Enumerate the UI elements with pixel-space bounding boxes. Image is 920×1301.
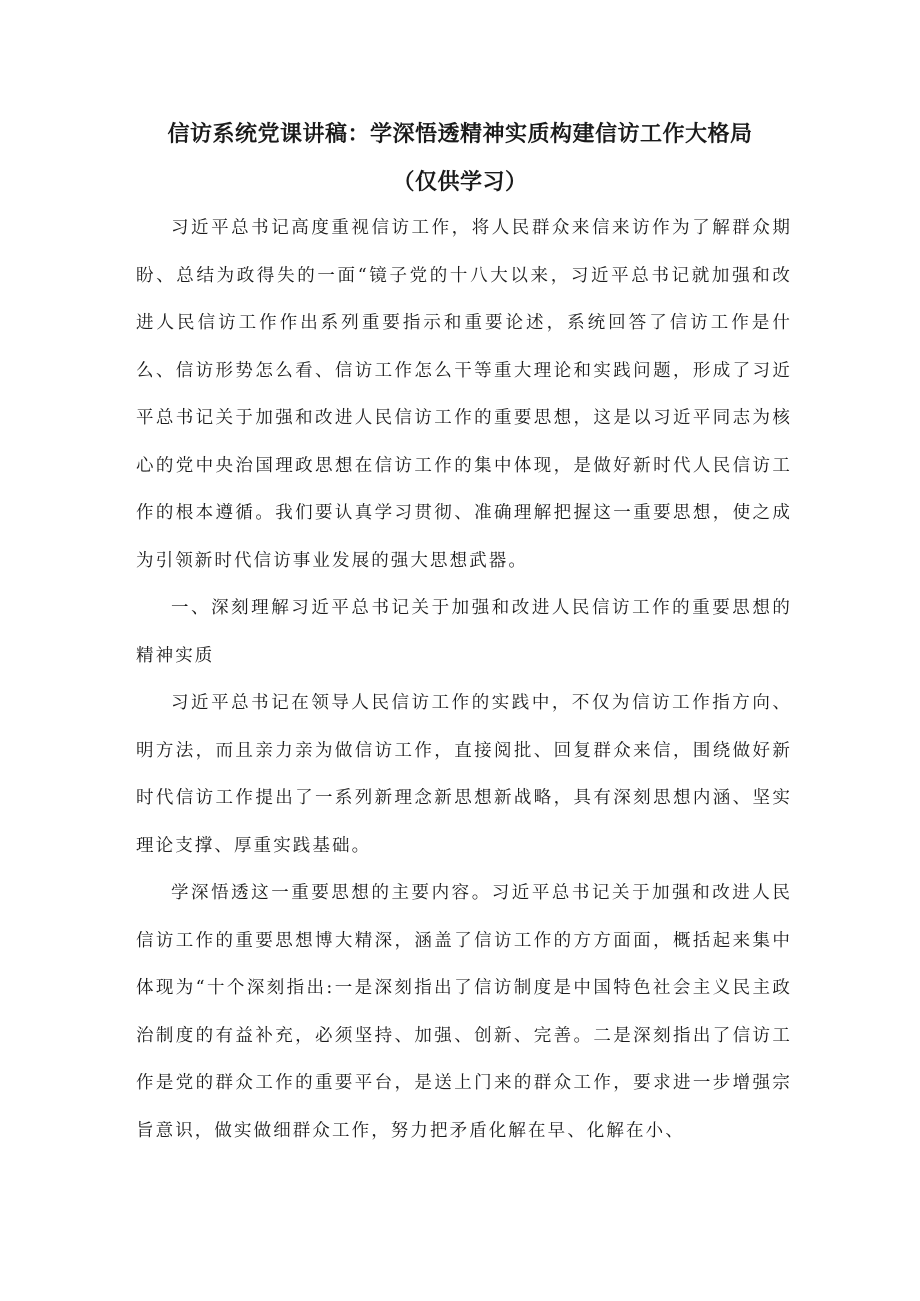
paragraph-practice: 习近平总书记在领导人民信访工作的实践中，不仅为信访工作指方向、明方法，而且亲力亲为做信访工作，直接阅批、回复群众来信，围绕做好新时代信访工作提出了一系列新理念新思想新战略，具有深刻思想内涵、坚实理论支撑、厚重实践基础。 <box>136 693 792 856</box>
paragraph-main-content: 学深悟透这一重要思想的主要内容。习近平总书记关于加强和改进人民信访工作的重要思想博大精深，涵盖了信访工作的方方面面，概括起来集中体现为“十个深刻指出:一是深刻指出了信访制度是中国特色社会主义民主政治制度的有益补充，必须坚持、加强、创新、完善。二是深刻指出了信访工作是党的群众工作的重要平台，是送上门来的群众工作，要求进一步增强宗旨意识，做实做细群众工作，努力把矛盾化解在早、化解在小、 <box>136 883 792 1141</box>
document-title: 信访系统党课讲稿：学深悟透精神实质构建信访工作大格局 <box>167 122 753 147</box>
section-heading-1: 一、深刻理解习近平总书记关于加强和改进人民信访工作的重要思想的精神实质 <box>136 598 792 666</box>
paragraph-intro: 习近平总书记高度重视信访工作，将人民群众来信来访作为了解群众期盼、总结为政得失的一面“镜子党的十八大以来，习近平总书记就加强和改进人民信访工作作出系列重要指示和重要论述，系统回答了信访工作是什么、信访形势怎么看、信访工作怎么干等重大理论和实践问题，形成了习近平总书记关于加强和改进人民信访工作的重要思想，这是以习近平同志为核心的党中央治国理政思想在信访工作的集中体现，是做好新时代人民信访工作的根本遵循。我们要认真学习贯彻、准确理解把握这一重要思想，使之成为引领新时代信访事业发展的强大思想武器。 <box>136 218 792 571</box>
document-body <box>136 205 792 1155</box>
document-subtitle: （仅供学习） <box>392 170 528 195</box>
